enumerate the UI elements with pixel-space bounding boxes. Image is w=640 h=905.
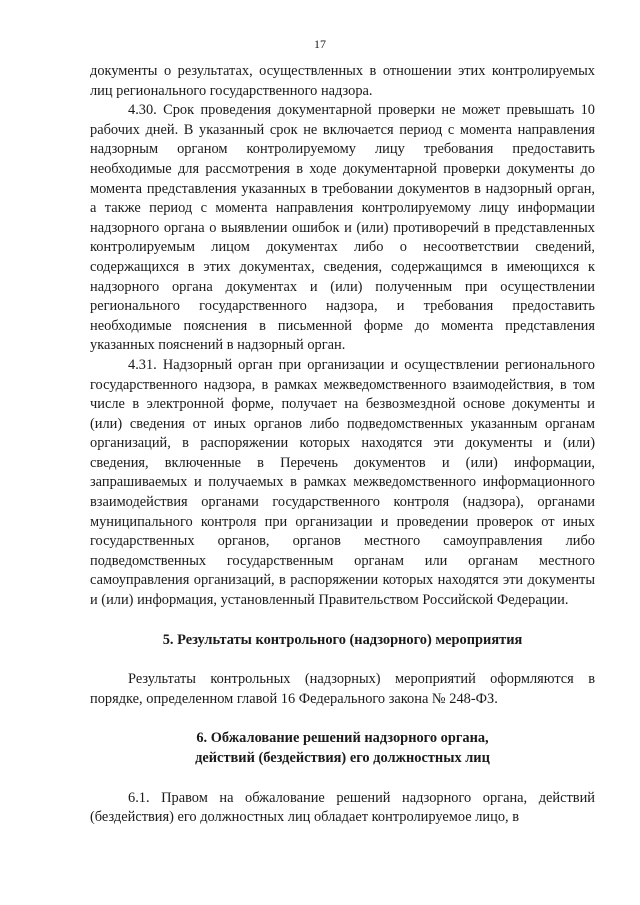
paragraph-4-30: 4.30. Срок проведения документарной проверки не может превышать 10 рабочих дней. В указанный срок не включается период с момента направления надзорным органом контролируемому лицу требования предоставить необходимые для рассмотрения в ходе документарной проверки документы до момента представления указанных в требовании документов в надзорный орган, а также период с момента направления контролируемому лицу информации надзорного органа о выявлении ошибок и (или) противоречий в представленных контролируемым лицом документах либо о несоответствии сведений, содержащихся в этих документах, сведения, содержащимся в имеющихся к надзорного органа документах и (или) полученным при осуществлении регионального государственного надзора, и требования предоставить необходимые пояснения в письменной форме до момента представления указанных пояснений в надзорный орган.	[90, 102, 595, 354]
section-6-heading-line-2: действий (бездействия) его должностных лиц	[195, 750, 490, 766]
spacer	[90, 611, 595, 631]
section-6-heading	[90, 729, 595, 768]
section-5-paragraph: Результаты контрольных (надзорных) мероприятий оформляются в порядке, определенном главой 16 Федерального закона № 248-ФЗ.	[90, 671, 595, 707]
page-number: 17	[314, 37, 326, 51]
spacer	[90, 709, 595, 729]
section-6-heading-line-1: 6. Обжалование решений надзорного органа,	[196, 730, 489, 747]
paragraph-continuation: документы о результатах, осуществленных в отношении этих контролируемых лиц регионального государственного надзора.	[90, 63, 595, 99]
spacer	[90, 769, 595, 789]
document-body	[90, 62, 595, 828]
spacer	[90, 650, 595, 670]
paragraph-6-1: 6.1. Правом на обжалование решений надзорного органа, действий (бездействия) его должностных лиц обладает контролируемое лицо, в	[90, 789, 595, 826]
paragraph-4-31: 4.31. Надзорный орган при организации и осуществлении регионального государственного надзора, в рамках межведомственного взаимодействия, в том числе в электронной форме, получает на безвозмездной основе документы и (или) сведения от иных органов либо подведомственных указанным органам организаций, в распоряжении которых находятся эти документы и (или) сведения, включенные в Перечень документов и (или) информации, запрашиваемых и получаемых в рамках межведомственного информационного взаимодействия органами государственного контроля (надзора), органами муниципального контроля при организации и проведении проверок от иных государственных органов, органов местного самоуправления либо подведомственных государственным органам или органам местного самоуправления организаций, в распоряжении которых находятся эти документы и (или) информация, установленный Правительством Российской Федерации.	[90, 356, 595, 609]
section-5-heading: 5. Результаты контрольного (надзорного) мероприятия	[162, 631, 523, 648]
